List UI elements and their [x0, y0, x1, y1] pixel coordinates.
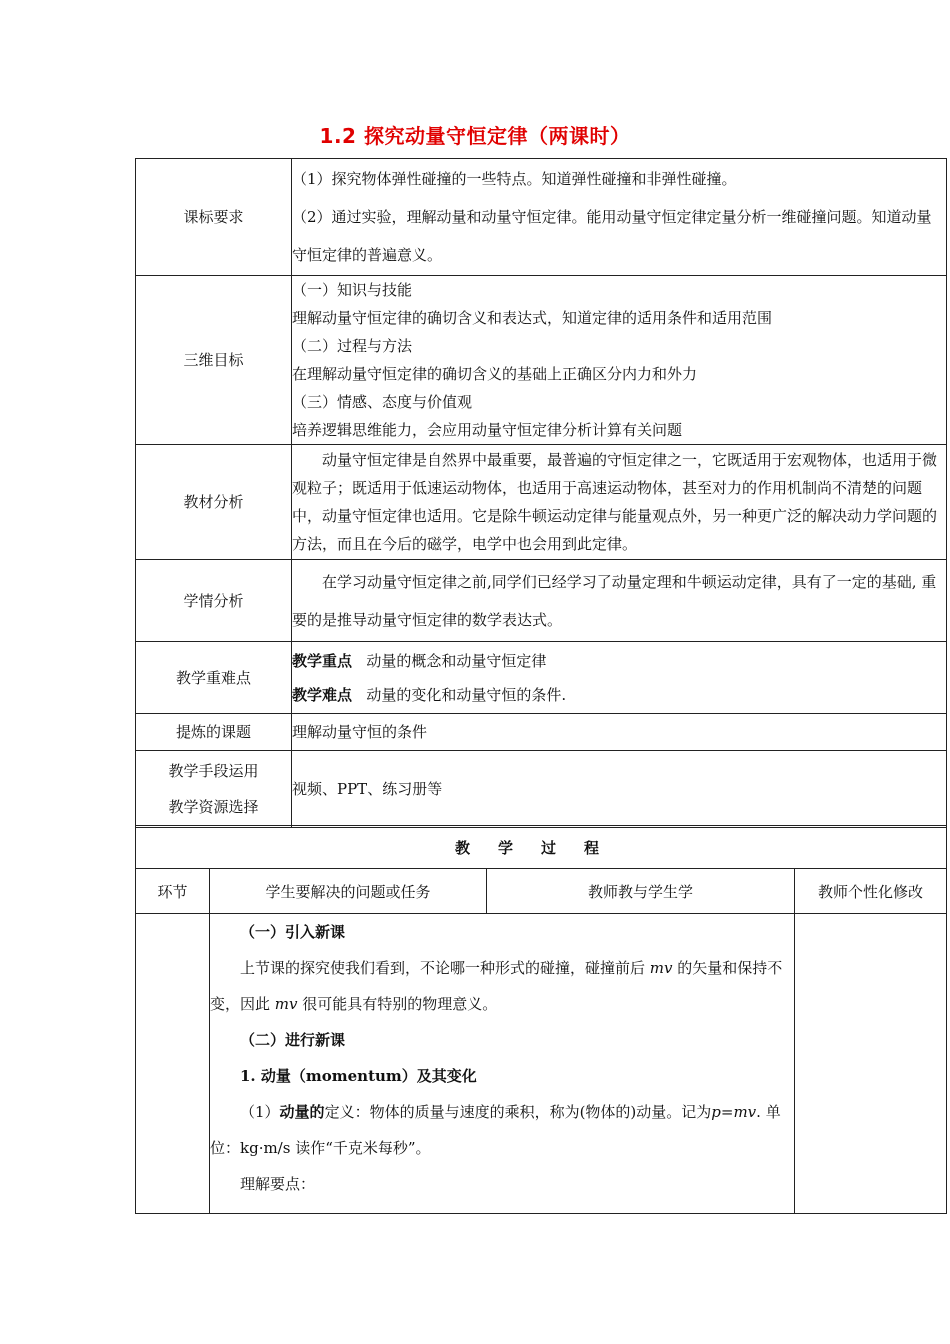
label-shouduan-1: 教学手段运用: [168, 762, 259, 780]
row-xueqing: [136, 560, 947, 642]
label-zhongnan: 教学重难点: [136, 642, 292, 714]
mv-symbol-1: mv: [649, 959, 673, 977]
content-zhongnan: [292, 642, 947, 714]
process-header: 教学过程: [136, 826, 947, 869]
content-shouduan: 视频、PPT、练习册等: [292, 751, 947, 828]
sanwei-line-1: （一）知识与技能: [292, 281, 413, 299]
def-prefix: （1）: [240, 1103, 280, 1121]
sanwei-line-6: 培养逻辑思维能力，会应用动量守恒定律分析计算有关问题: [292, 421, 683, 439]
key-point-label: 教学重点: [292, 651, 353, 670]
sanwei-line-5: （三）情感、态度与价值观: [292, 393, 473, 411]
process-header-row: [136, 826, 947, 869]
sanwei-line-2: 理解动量守恒定律的确切含义和表达式，知道定律的适用条件和适用范围: [292, 309, 773, 327]
label-shouduan-2: 教学资源选择: [168, 798, 259, 816]
def-text-a: 定义：物体的质量与速度的乘积，称为(物体的)动量。记为: [324, 1103, 712, 1121]
intro-text-b: 的矢量和保持不变，因此: [210, 959, 783, 1013]
key-point-text: 动量的概念和动量守恒定律: [366, 651, 547, 670]
content-xueqing: 在学习动量守恒定律之前,同学们已经学习了动量定理和牛顿运动定律，具有了一定的基础, 重要的是推导动量守恒定律的数学表达式。: [292, 560, 947, 642]
row-zhongnan: [136, 642, 947, 714]
understanding-points: 理解要点：: [240, 1175, 316, 1193]
difficulty-text: 动量的变化和动量守恒的条件.: [366, 685, 567, 704]
key-point-line: [292, 644, 946, 678]
intro-text-c: 很可能具有特别的物理意义。: [302, 995, 498, 1013]
label-keti: 提炼的课题: [136, 714, 292, 751]
difficulty-label: 教学难点: [292, 685, 353, 704]
label-shouduan: [136, 751, 292, 828]
row-shouduan: [136, 751, 947, 828]
momentum-formula: p=mv: [711, 1103, 757, 1121]
row-jiaocai: [136, 445, 947, 560]
label-kebiao: 课标要求: [136, 159, 292, 276]
teacher-edit-cell: [795, 914, 947, 1214]
label-sanwei: 三维目标: [136, 276, 292, 445]
content-kebiao: [292, 159, 947, 276]
row-keti: [136, 714, 947, 751]
process-columns-row: [136, 869, 947, 914]
mv-symbol-2: mv: [274, 995, 298, 1013]
column-student-task: 学生要解决的问题或任务: [210, 869, 487, 914]
kebiao-line-1: （1）探究物体弹性碰撞的一些特点。知道弹性碰撞和非弹性碰撞。: [292, 170, 737, 188]
difficulty-line: [292, 678, 946, 712]
section-intro-text: [210, 950, 794, 1022]
row-kebiao: [136, 159, 947, 276]
lesson-info-table: [135, 158, 947, 828]
def-text-b: . 单位：kg·m/s 读作“千克米每秒”。: [210, 1103, 781, 1157]
content-sanwei: [292, 276, 947, 445]
sanwei-line-3: （二）过程与方法: [292, 337, 413, 355]
section-momentum-title: 1. 动量（momentum）及其变化: [240, 1067, 477, 1085]
sanwei-line-4: 在理解动量守恒定律的确切含义的基础上正确区分内力和外力: [292, 365, 698, 383]
column-teach-learn: 教师教与学生学: [487, 869, 795, 914]
label-xueqing: 学情分析: [136, 560, 292, 642]
content-jiaocai: 动量守恒定律是自然界中最重要，最普遍的守恒定律之一，它既适用于宏观物体，也适用于微观粒子；既适用于低速运动物体，也适用于高速运动物体，甚至对力的作用机制尚不清楚的问题中，动量守恒定律也适用。它是除牛顿运动定律与能量观点外，另一种更广泛的解决动力学问题的方法，而且在今后的磁学，电学中也会用到此定律。: [292, 445, 947, 560]
kebiao-line-2: （2）通过实验，理解动量和动量守恒定律。能用动量守恒定律定量分析一维碰撞问题。知道动量守恒定律的普遍意义。: [292, 208, 932, 264]
column-teacher-edit: 教师个性化修改: [795, 869, 947, 914]
momentum-definition: [210, 1094, 794, 1166]
page-title: 1.2 探究动量守恒定律（两课时）: [319, 124, 631, 148]
column-stage: 环节: [136, 869, 210, 914]
row-sanwei: [136, 276, 947, 445]
process-content: [210, 914, 795, 1214]
section-new-title: （二）进行新课: [240, 1031, 346, 1049]
process-content-row: [136, 914, 947, 1214]
stage-cell: [136, 914, 210, 1214]
content-keti: 理解动量守恒的条件: [292, 714, 947, 751]
section-intro-title: （一）引入新课: [240, 923, 346, 941]
def-term: 动量的: [279, 1103, 325, 1121]
label-jiaocai: 教材分析: [136, 445, 292, 560]
teaching-process-table: [135, 825, 947, 1214]
intro-text-a: 上节课的探究使我们看到，不论哪一种形式的碰撞，碰撞前后: [240, 959, 646, 977]
